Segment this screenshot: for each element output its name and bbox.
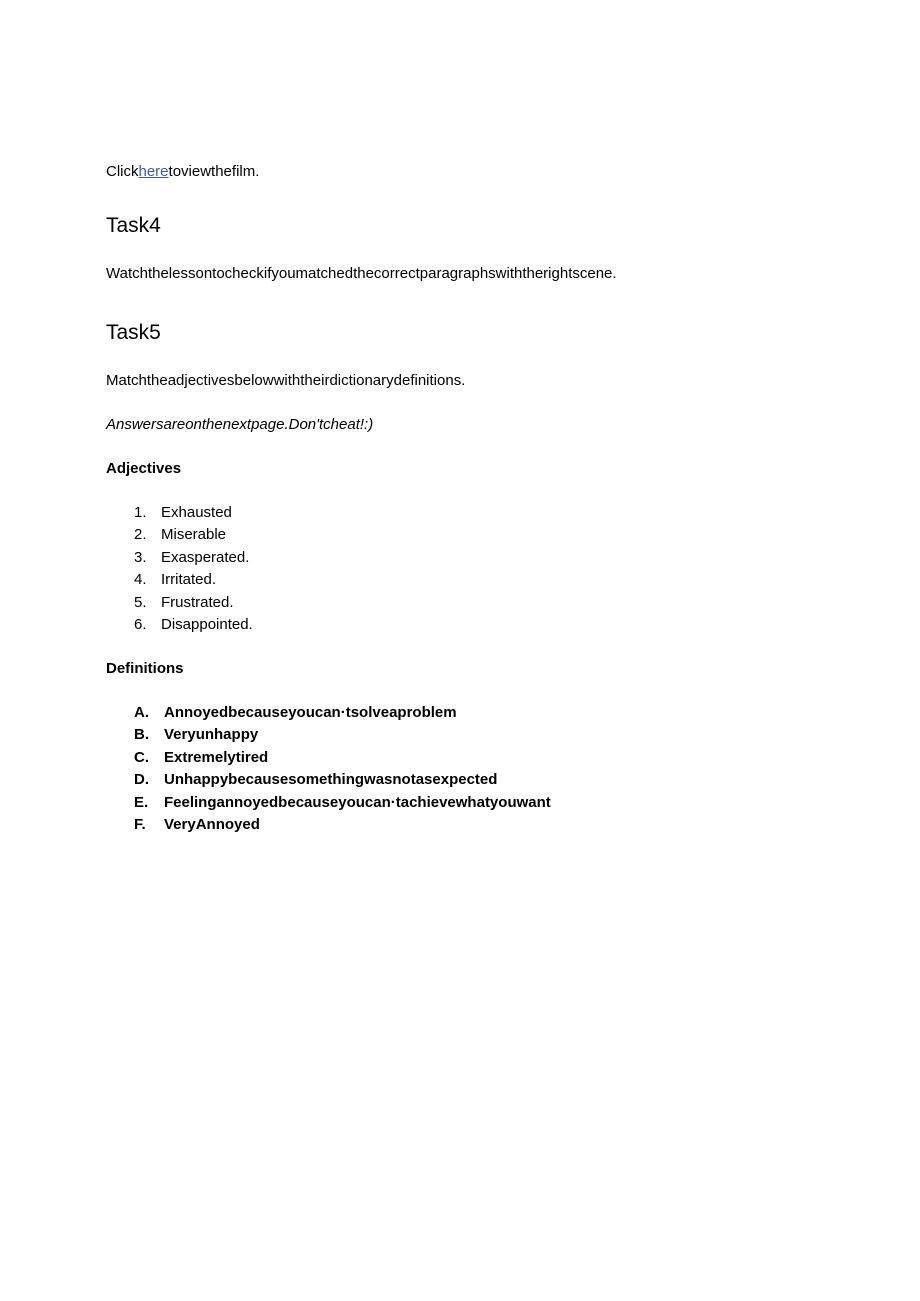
- list-item: [134, 524, 253, 546]
- definition-text: Extremelytired: [164, 748, 269, 766]
- list-marker: 3.: [134, 548, 147, 566]
- list-item: [134, 747, 551, 769]
- here-link[interactable]: here: [138, 163, 169, 180]
- list-marker: 2.: [134, 526, 147, 544]
- list-item: [134, 502, 253, 524]
- definition-text: Annoyedbecauseyoucan·tsolveaproblem: [164, 704, 457, 721]
- adjective-text: Irritated.: [161, 571, 217, 589]
- task4-instruction: Watchthelessontocheckifyoumatchedthecorrectparagraphswiththerightscene.: [106, 265, 617, 282]
- list-marker: E.: [134, 793, 149, 811]
- intro-text-after: toviewthefilm.: [168, 163, 260, 180]
- adjective-text: Exhausted: [161, 504, 232, 521]
- film-link-line: [106, 163, 259, 180]
- adjective-text: Exasperated.: [161, 548, 250, 566]
- task5-note: Answersareonthenextpage.Don'tcheat!:): [106, 416, 374, 433]
- adjective-text: Frustrated.: [161, 593, 234, 611]
- definition-text: Veryunhappy: [164, 726, 259, 744]
- list-marker: D.: [134, 771, 149, 789]
- adjectives-heading: Adjectives: [106, 460, 182, 477]
- definitions-heading: Definitions: [106, 660, 184, 677]
- definition-text: Unhappybecausesomethingwasnotasexpected: [164, 771, 498, 789]
- definitions-list: [134, 702, 551, 836]
- list-marker: C.: [134, 748, 149, 766]
- list-item: [134, 769, 551, 791]
- list-marker: A.: [134, 704, 149, 721]
- list-item: [134, 592, 253, 614]
- list-item: [134, 792, 551, 814]
- task5-heading: Task5: [106, 321, 161, 344]
- intro-text-before: Click: [106, 163, 139, 180]
- list-item: [134, 724, 551, 746]
- list-marker: 1.: [134, 504, 147, 521]
- list-marker: 5.: [134, 593, 147, 611]
- adjective-text: Miserable: [161, 526, 227, 544]
- list-marker: F.: [134, 815, 146, 833]
- list-item: [134, 702, 551, 724]
- list-marker: 6.: [134, 615, 147, 633]
- definition-text: Feelingannoyedbecauseyoucan·tachievewhatyouwant: [164, 793, 551, 811]
- list-marker: 4.: [134, 571, 147, 589]
- definition-text: VeryAnnoyed: [164, 815, 260, 833]
- task4-heading: Task4: [106, 214, 161, 237]
- list-item: [134, 814, 551, 836]
- task5-instruction: Matchtheadjectivesbelowwiththeirdictionarydefinitions.: [106, 372, 466, 389]
- list-item: [134, 547, 253, 569]
- list-marker: B.: [134, 726, 149, 744]
- list-item: [134, 569, 253, 591]
- adjectives-list: [134, 502, 253, 636]
- adjective-text: Disappointed.: [161, 615, 253, 633]
- list-item: [134, 614, 253, 636]
